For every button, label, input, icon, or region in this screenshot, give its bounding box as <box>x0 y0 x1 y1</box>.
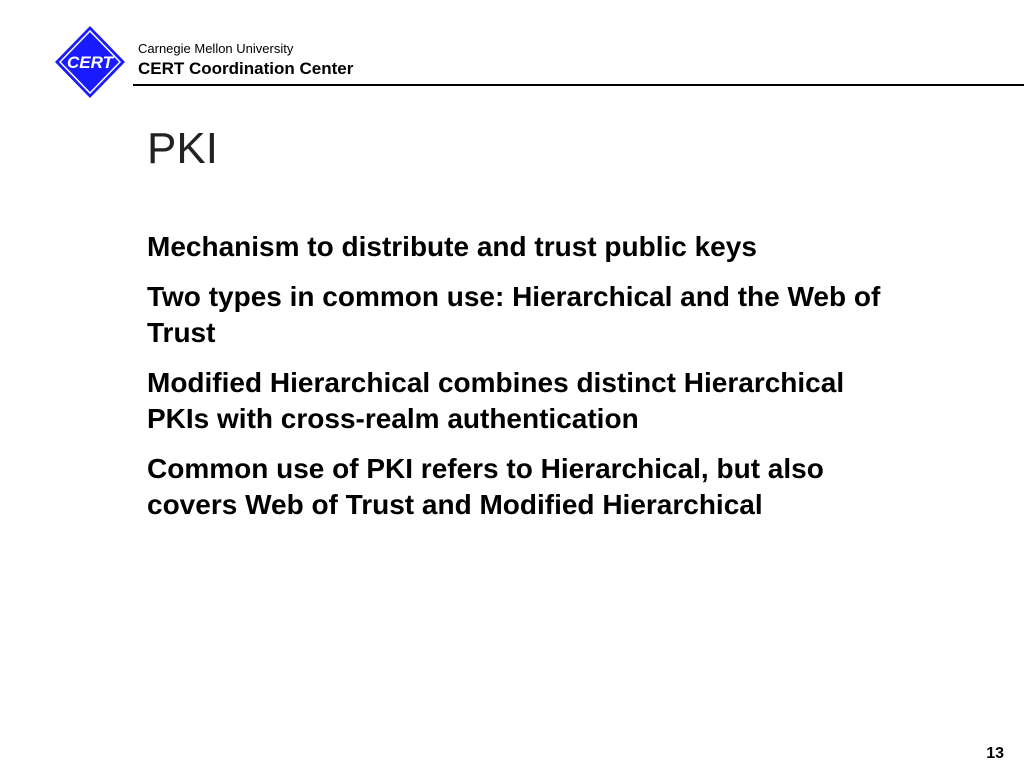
header-divider <box>133 84 1024 86</box>
page-number: 13 <box>986 745 1004 762</box>
university-name: Carnegie Mellon University <box>138 41 294 56</box>
cert-logo-icon <box>53 24 127 100</box>
bullet-item: Mechanism to distribute and trust public keys <box>147 231 757 262</box>
center-name: CERT Coordination Center <box>138 59 354 78</box>
bullet-item: Modified Hierarchical combines distinct Hierarchical PKIs with cross-realm authentication <box>147 367 845 434</box>
bullet-item: Two types in common use: Hierarchical and the Web of Trust <box>147 281 881 348</box>
logo-text: CERT <box>67 53 113 72</box>
bullet-item: Common use of PKI refers to Hierarchical, but also covers Web of Trust and Modified Hierarchical <box>147 453 824 520</box>
bullet-list <box>147 229 907 537</box>
slide-title: PKI <box>147 124 218 173</box>
